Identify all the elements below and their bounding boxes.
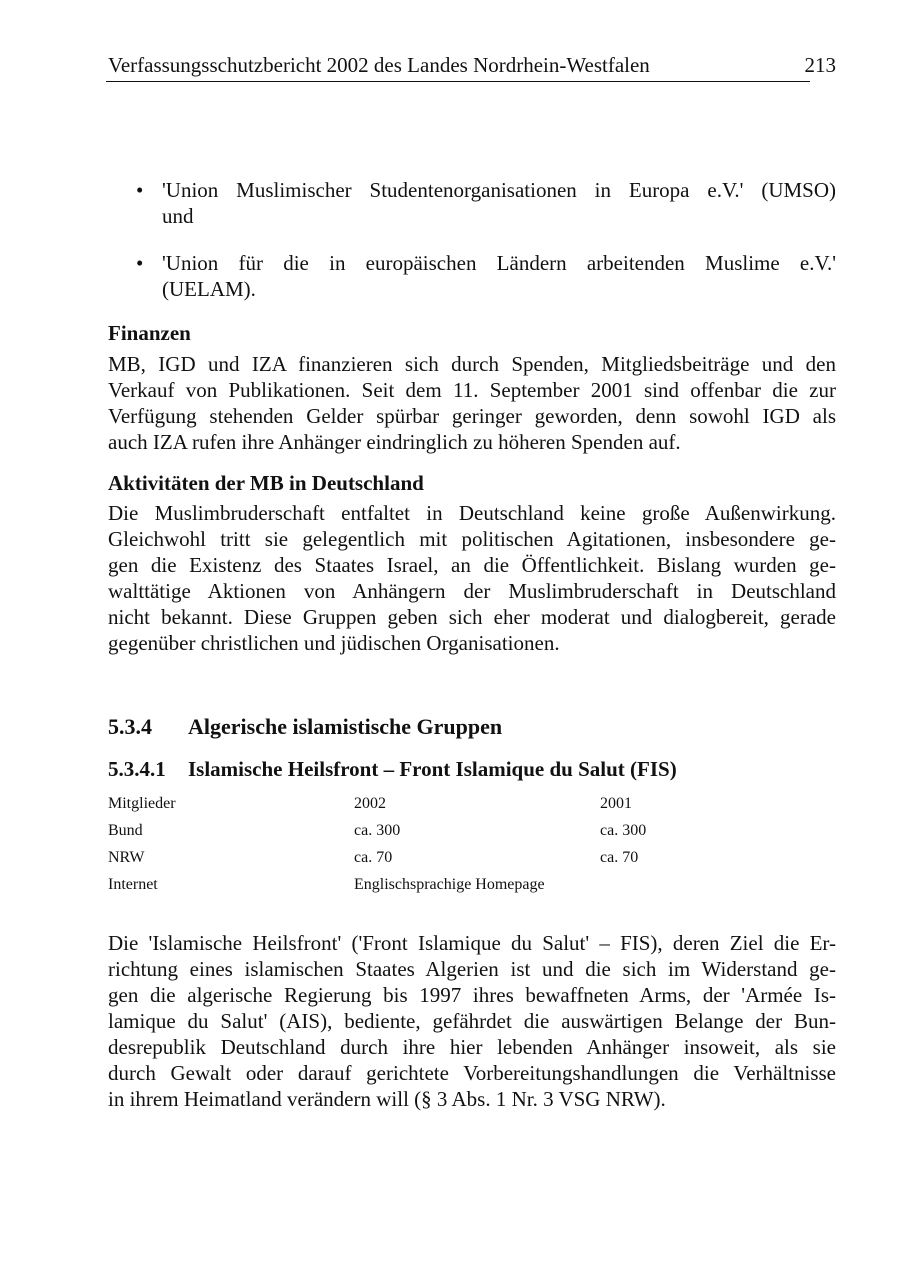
- section-heading: [108, 713, 836, 741]
- members-table: [108, 790, 836, 898]
- text-line: gegenüber christlichen und jüdischen Organisationen.: [108, 631, 560, 655]
- text-line: nicht bekannt. Diese Gruppen geben sich eher moderat und dialogbereit, gerade: [108, 605, 836, 629]
- text-line: und: [162, 204, 194, 228]
- table-row: [108, 844, 836, 871]
- text-line: Gleichwohl tritt sie gelegentlich mit politischen Agitationen, insbesondere ge-: [108, 527, 836, 551]
- text-line: Die 'Islamische Heilsfront' ('Front Islamique du Salut' – FIS), deren Ziel die Er-: [108, 931, 836, 955]
- bullet-item: [108, 177, 836, 229]
- bullet-icon: •: [136, 178, 144, 202]
- heading-aktivitaeten: Aktivitäten der MB in Deutschland: [108, 471, 424, 495]
- text-line: Die Muslimbruderschaft entfaltet in Deutschland keine große Außenwirkung.: [108, 501, 836, 525]
- running-header: [108, 52, 836, 78]
- header-title: Verfassungsschutzbericht 2002 des Landes Nordrhein-Westfalen: [108, 53, 650, 77]
- text-line: durch Gewalt oder darauf gerichtete Vorbereitungshandlungen die Verhältnisse: [108, 1061, 836, 1085]
- text-line: Verfügung stehenden Gelder spürbar geringer geworden, denn sowohl IGD als: [108, 404, 836, 428]
- page-number: 213: [804, 53, 836, 77]
- text-line: auch IZA rufen ihre Anhänger eindringlich zu höheren Spenden auf.: [108, 430, 681, 454]
- table-cell: ca. 300: [354, 822, 401, 839]
- text-line: (UELAM).: [162, 277, 256, 301]
- table-cell: 2002: [354, 795, 386, 812]
- paragraph-aktivitaeten: [108, 500, 836, 656]
- table-cell: Mitglieder: [108, 795, 176, 812]
- text-line: gen die algerische Regierung bis 1997 ihres bewaffneten Arms, der 'Armée Is-: [108, 983, 836, 1007]
- subsection-heading: [108, 755, 836, 783]
- table-row: [108, 790, 836, 817]
- text-line: 'Union Muslimischer Studentenorganisationen in Europa e.V.' (UMSO): [162, 178, 836, 202]
- table-row: [108, 817, 836, 844]
- table-cell: Bund: [108, 822, 143, 839]
- table-cell: Englischsprachige Homepage: [354, 876, 545, 893]
- text-line: gen die Existenz des Staates Israel, an die Öffentlichkeit. Bislang wurden ge-: [108, 553, 836, 577]
- text-line: MB, IGD und IZA finanzieren sich durch Spenden, Mitgliedsbeiträge und den: [108, 352, 836, 376]
- table-cell: ca. 70: [600, 849, 639, 866]
- header-rule: [106, 81, 810, 82]
- table-cell: Internet: [108, 876, 158, 893]
- bullet-icon: •: [136, 251, 144, 275]
- heading-finanzen: Finanzen: [108, 321, 191, 345]
- text-line: desrepublik Deutschland durch ihre hier lebenden Anhänger insoweit, als sie: [108, 1035, 836, 1059]
- paragraph-fis: [108, 930, 836, 1112]
- text-line: 'Union für die in europäischen Ländern arbeitenden Muslime e.V.': [162, 251, 836, 275]
- table-cell: ca. 70: [354, 849, 393, 866]
- text-line: lamique du Salut' (AIS), bediente, gefährdet die auswärtigen Belange der Bun-: [108, 1009, 836, 1033]
- table-row: [108, 871, 836, 898]
- paragraph-finanzen: [108, 351, 836, 455]
- section-title: Algerische islamistische Gruppen: [188, 714, 503, 739]
- table-cell: 2001: [600, 795, 632, 812]
- text-line: walttätige Aktionen von Anhängern der Muslimbruderschaft in Deutschland: [108, 579, 836, 603]
- bullet-item: [108, 250, 836, 302]
- table-cell: ca. 300: [600, 822, 647, 839]
- section-number: 5.3.4: [108, 714, 152, 739]
- text-line: in ihrem Heimatland verändern will (§ 3 Abs. 1 Nr. 3 VSG NRW).: [108, 1087, 666, 1111]
- text-line: Verkauf von Publikationen. Seit dem 11. September 2001 sind offenbar die zur: [108, 378, 836, 402]
- text-line: richtung eines islamischen Staates Algerien ist und die sich im Widerstand ge-: [108, 957, 836, 981]
- subsection-number: 5.3.4.1: [108, 757, 166, 781]
- table-cell: NRW: [108, 849, 145, 866]
- subsection-title: Islamische Heilsfront – Front Islamique du Salut (FIS): [188, 757, 677, 781]
